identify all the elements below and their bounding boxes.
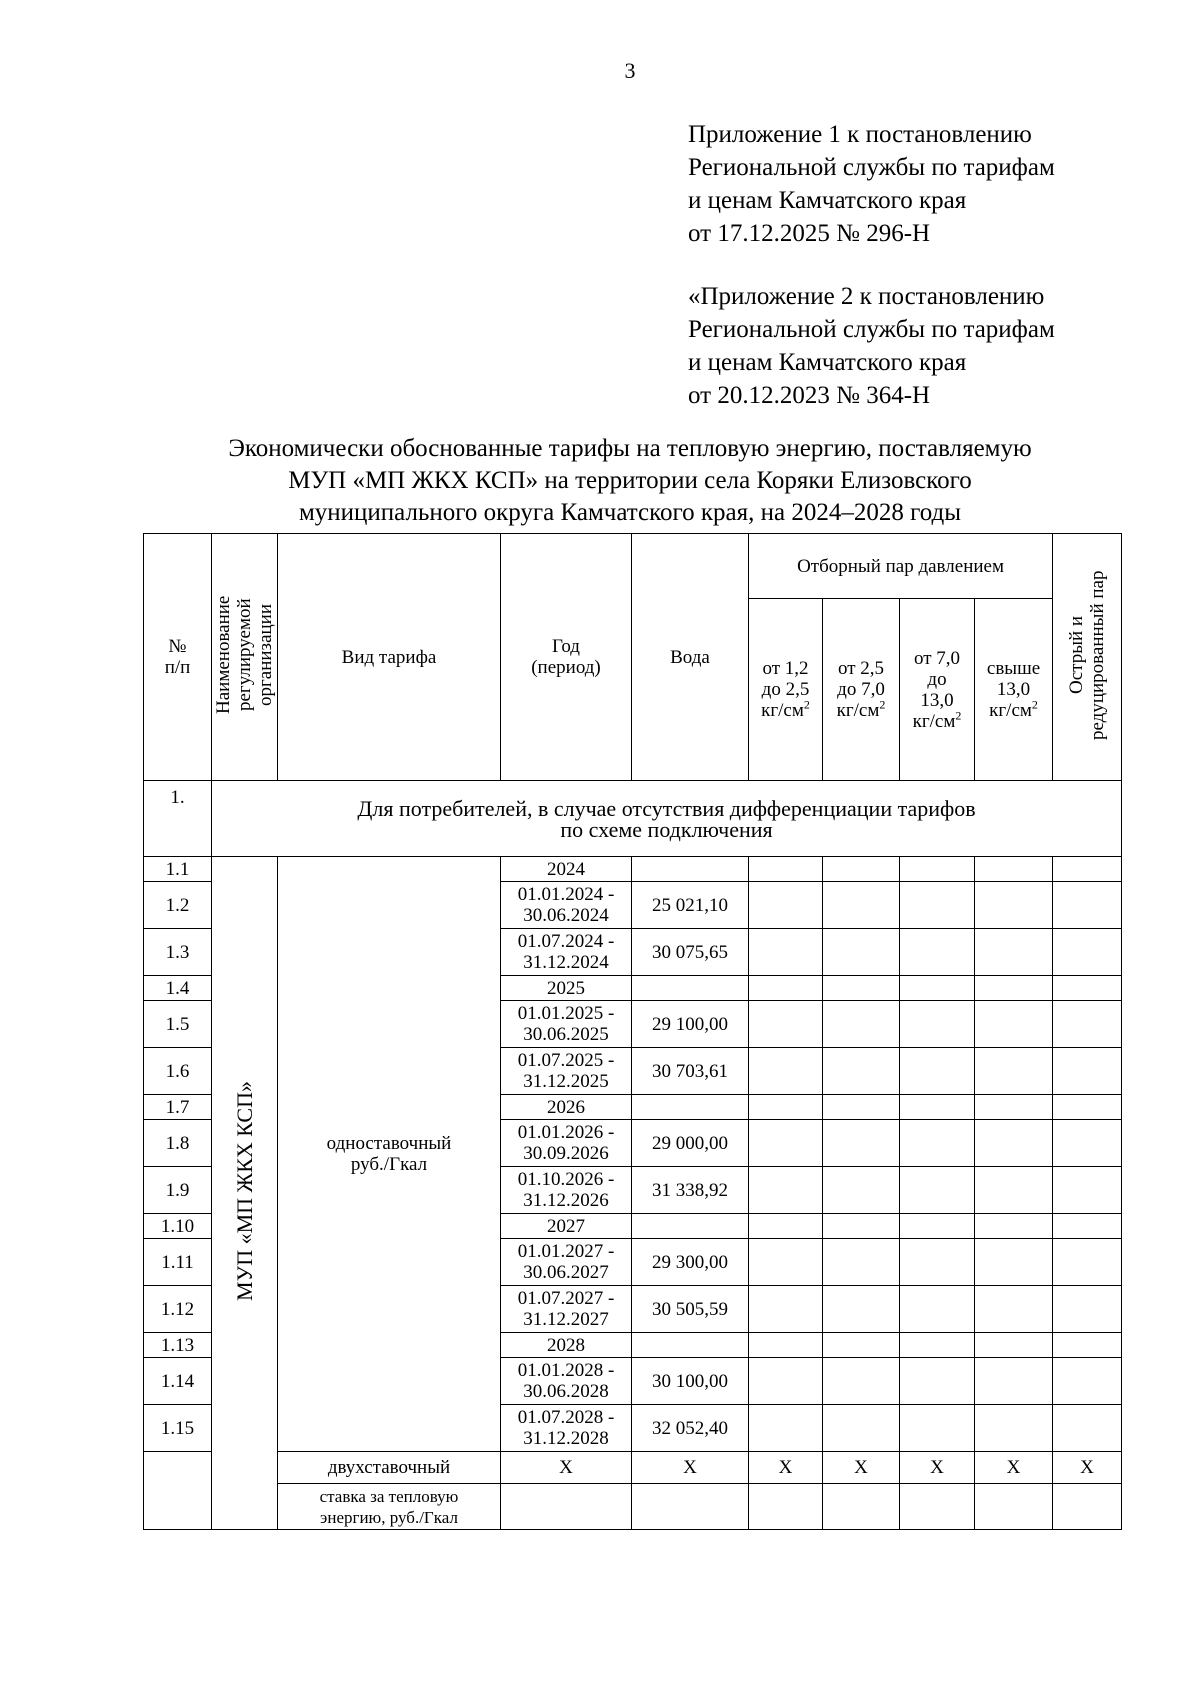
- empty-cell: [975, 1001, 1053, 1048]
- empty-cell: [975, 1048, 1053, 1095]
- period-range: [501, 1358, 632, 1405]
- period-range: [501, 1001, 632, 1048]
- water-value: 30 100,00: [632, 1358, 749, 1405]
- empty-cell: [900, 976, 975, 1001]
- period-end: 31.12.2026: [523, 1190, 609, 1211]
- row-number: 1.10: [144, 1214, 212, 1239]
- unit-text: кг/см: [836, 700, 880, 721]
- empty-cell: [823, 1120, 900, 1167]
- single-rate-line: руб./Гкал: [350, 1154, 428, 1175]
- period-start: 01.07.2025 -: [517, 1050, 615, 1071]
- title-line: Экономически обоснованные тарифы на тепловую энергию, поставляемую: [228, 435, 1032, 462]
- section-title-line: Для потребителей, в случае отсутствия дифференциации тарифов: [357, 795, 976, 821]
- water-value: 32 052,40: [632, 1405, 749, 1452]
- empty-cell: [823, 1286, 900, 1333]
- water-value: 29 000,00: [632, 1120, 749, 1167]
- empty-cell: [749, 1286, 823, 1333]
- empty-cell: [501, 1484, 632, 1530]
- row-number: 1.9: [144, 1167, 212, 1214]
- empty-cell: [1053, 1001, 1122, 1048]
- document-title: [140, 433, 1120, 529]
- header-steam-3-line: до: [927, 668, 947, 690]
- section-title-line: по схеме подключения: [560, 816, 773, 842]
- header-tariff-type: Вид тарифа: [278, 534, 501, 781]
- appendix-1-line: и ценам Камчатского края: [688, 187, 967, 214]
- single-rate-cell: [278, 857, 501, 1452]
- x-mark: X: [1053, 1452, 1122, 1484]
- empty-cell: [900, 857, 975, 882]
- row-number: 1.14: [144, 1358, 212, 1405]
- unit-superscript: 2: [955, 708, 962, 723]
- empty-cell: [900, 1095, 975, 1120]
- unit-text: кг/см: [912, 710, 956, 732]
- water-value: [632, 1333, 749, 1358]
- period-year: 2028: [501, 1333, 632, 1358]
- appendix-2-line: Региональной службы по тарифам: [688, 316, 1055, 343]
- empty-cell: [900, 1001, 975, 1048]
- empty-cell: [900, 1484, 975, 1530]
- section-title: [212, 781, 1122, 857]
- water-value: [632, 1095, 749, 1120]
- empty-cell: [1053, 1405, 1122, 1452]
- empty-cell: [823, 1001, 900, 1048]
- empty-cell: [823, 1095, 900, 1120]
- empty-cell: [749, 882, 823, 929]
- header-period: [501, 534, 632, 781]
- period-range: [501, 1405, 632, 1452]
- period-end: 31.12.2025: [523, 1071, 609, 1092]
- empty-cell: [900, 1358, 975, 1405]
- header-steam-3-line: от 7,0: [913, 647, 961, 669]
- header-steam-2-line: от 2,5: [837, 658, 885, 679]
- empty-cell: [900, 882, 975, 929]
- header-steam-1: [749, 599, 823, 781]
- header-steam-2: [823, 599, 900, 781]
- unit-superscript: 2: [879, 697, 886, 712]
- empty-cell: [749, 857, 823, 882]
- empty-cell: [975, 1239, 1053, 1286]
- empty-cell: [1053, 1358, 1122, 1405]
- header-steam-3-unit: [900, 708, 974, 732]
- empty-cell: [1053, 1214, 1122, 1239]
- empty-cell: [823, 1214, 900, 1239]
- empty-cell: [975, 882, 1053, 929]
- empty-cell: [749, 1484, 823, 1530]
- empty-cell: [900, 929, 975, 976]
- empty-cell: [975, 1405, 1053, 1452]
- x-mark: X: [501, 1452, 632, 1484]
- water-value: [632, 1214, 749, 1239]
- period-range: [501, 1048, 632, 1095]
- empty-cell: [975, 1358, 1053, 1405]
- row-number: 1.13: [144, 1333, 212, 1358]
- x-mark: X: [823, 1452, 900, 1484]
- period-start: 01.07.2024 -: [517, 931, 615, 952]
- empty-cell: [823, 857, 900, 882]
- empty-cell: [975, 857, 1053, 882]
- water-value: 29 100,00: [632, 1001, 749, 1048]
- water-value: [632, 857, 749, 882]
- empty-cell: [749, 1167, 823, 1214]
- period-start: 01.01.2024 -: [517, 884, 615, 905]
- x-mark: X: [975, 1452, 1053, 1484]
- header-sharp-steam: [1053, 534, 1122, 781]
- tariff-row: [144, 857, 1122, 882]
- empty-cell: [823, 1167, 900, 1214]
- energy-rate-line: ставка за тепловую: [319, 1486, 459, 1506]
- empty-cell: [975, 1286, 1053, 1333]
- row-number: 1.11: [144, 1239, 212, 1286]
- period-end: 31.12.2028: [523, 1428, 609, 1449]
- x-mark: X: [900, 1452, 975, 1484]
- empty-cell: [975, 1095, 1053, 1120]
- water-value: 30 075,65: [632, 929, 749, 976]
- header-row: [144, 534, 1122, 599]
- period-range: [501, 1239, 632, 1286]
- title-line: муниципального округа Камчатского края, на 2024–2028 годы: [298, 499, 962, 526]
- empty-cell: [823, 1048, 900, 1095]
- empty-cell: [900, 1333, 975, 1358]
- appendix-1-header: [688, 118, 1055, 250]
- energy-rate-row: [144, 1484, 1122, 1530]
- empty-cell: [900, 1167, 975, 1214]
- two-rate-row: [144, 1452, 1122, 1484]
- unit-superscript: 2: [1031, 697, 1038, 712]
- empty-cell: [749, 1001, 823, 1048]
- period-start: 01.01.2028 -: [517, 1360, 615, 1381]
- empty-cell: [900, 1286, 975, 1333]
- empty-cell: [900, 1048, 975, 1095]
- empty-cell: [900, 1239, 975, 1286]
- empty-cell: [1053, 1239, 1122, 1286]
- empty-cell: [749, 929, 823, 976]
- empty-cell: [749, 1358, 823, 1405]
- empty-cell: [975, 1120, 1053, 1167]
- period-end: 30.06.2025: [523, 1024, 609, 1045]
- header-org-text: Наименование регулируемой организации: [213, 595, 276, 714]
- empty-cell: [823, 882, 900, 929]
- section-number: 1.: [144, 781, 212, 857]
- row-number: 1.1: [144, 857, 212, 882]
- header-num: [144, 534, 212, 781]
- two-rate-label: двухставочный: [278, 1452, 501, 1484]
- row-number: 1.2: [144, 882, 212, 929]
- period-end: 31.12.2027: [523, 1309, 609, 1330]
- empty-cell: [749, 1333, 823, 1358]
- header-water: Вода: [632, 534, 749, 781]
- empty-cell: [1053, 1167, 1122, 1214]
- water-value: 25 021,10: [632, 882, 749, 929]
- unit-text: кг/см: [989, 700, 1032, 721]
- period-start: 01.01.2027 -: [517, 1241, 615, 1262]
- header-num-line: №: [168, 636, 187, 657]
- empty-cell: [749, 1239, 823, 1286]
- empty-cell: [823, 1358, 900, 1405]
- single-rate-line: одноставочный: [326, 1133, 452, 1154]
- section-row: [144, 781, 1122, 857]
- header-steam-3: [900, 599, 975, 781]
- period-year: 2027: [501, 1214, 632, 1239]
- header-steam-4-line: 13,0: [996, 679, 1031, 700]
- appendix-2-line: от 20.12.2023 № 364-Н: [688, 382, 931, 409]
- empty-cell: [1053, 1048, 1122, 1095]
- appendix-2-line: «Приложение 2 к постановлению: [688, 283, 1045, 310]
- appendix-1-line: от 17.12.2025 № 296-Н: [688, 220, 931, 247]
- period-range: [501, 929, 632, 976]
- header-steam-1-unit: [749, 697, 822, 721]
- empty-cell: [823, 1484, 900, 1530]
- empty-cell: [823, 1333, 900, 1358]
- period-end: 30.09.2026: [523, 1143, 609, 1164]
- empty-cell: [823, 929, 900, 976]
- period-start: 01.10.2026 -: [517, 1169, 615, 1190]
- empty-cell: [975, 1484, 1053, 1530]
- period-start: 01.07.2028 -: [517, 1407, 615, 1428]
- tariff-table: [143, 533, 1122, 1530]
- period-range: [501, 882, 632, 929]
- header-period-line: Год: [552, 636, 580, 657]
- empty-cell: [1053, 882, 1122, 929]
- period-range: [501, 1286, 632, 1333]
- appendix-1-line: Региональной службы по тарифам: [688, 154, 1055, 181]
- period-start: 01.01.2026 -: [517, 1122, 615, 1143]
- row-number: 1.15: [144, 1405, 212, 1452]
- appendix-2-header: [688, 280, 1055, 412]
- x-mark: X: [749, 1452, 823, 1484]
- water-value: 30 703,61: [632, 1048, 749, 1095]
- empty-cell: [975, 1167, 1053, 1214]
- title-line: МУП «МП ЖКХ КСП» на территории села Коряки Елизовского: [288, 467, 972, 494]
- empty-cell: [900, 1214, 975, 1239]
- unit-superscript: 2: [803, 697, 810, 712]
- period-year: 2025: [501, 976, 632, 1001]
- empty-cell: [975, 1214, 1053, 1239]
- empty-cell: [900, 1405, 975, 1452]
- empty-cell: [749, 1405, 823, 1452]
- row-number: 1.5: [144, 1001, 212, 1048]
- empty-cell: [749, 1120, 823, 1167]
- water-value: 29 300,00: [632, 1239, 749, 1286]
- header-steam-4: [975, 599, 1053, 781]
- header-sharp-steam-text: Острый и редуцированный пар: [1066, 569, 1109, 740]
- empty-cell: [749, 976, 823, 1001]
- empty-cell: [900, 1120, 975, 1167]
- empty-cell: [749, 1095, 823, 1120]
- appendix-2-line: и ценам Камчатского края: [688, 349, 967, 376]
- empty-cell: [975, 976, 1053, 1001]
- row-number: 1.6: [144, 1048, 212, 1095]
- period-year: 2024: [501, 857, 632, 882]
- energy-rate-line: энергию, руб./Гкал: [320, 1507, 458, 1527]
- header-period-line: (период): [531, 657, 601, 678]
- period-range: [501, 1167, 632, 1214]
- empty-cell: [823, 976, 900, 1001]
- header-steam-2-unit: [823, 697, 899, 721]
- period-end: 31.12.2024: [523, 952, 609, 973]
- unit-text: кг/см: [761, 700, 804, 721]
- water-value: 31 338,92: [632, 1167, 749, 1214]
- empty-cell: [1053, 929, 1122, 976]
- header-steam-4-line: свыше: [986, 658, 1041, 679]
- empty-cell: [823, 1405, 900, 1452]
- header-steam-2-line: до 7,0: [837, 679, 885, 700]
- period-start: 01.07.2027 -: [517, 1288, 615, 1309]
- empty-cell: [1053, 1286, 1122, 1333]
- period-end: 30.06.2027: [523, 1262, 609, 1283]
- water-value: [632, 976, 749, 1001]
- row-number: 1.4: [144, 976, 212, 1001]
- empty-cell: [749, 1214, 823, 1239]
- org-name: МУП «МП ЖКХ КСП»: [232, 1080, 257, 1301]
- header-steam-4-unit: [975, 697, 1052, 721]
- x-mark: X: [632, 1452, 749, 1484]
- header-steam-1-line: до 2,5: [761, 679, 810, 700]
- period-year: 2026: [501, 1095, 632, 1120]
- empty-cell: [823, 1239, 900, 1286]
- period-start: 01.01.2025 -: [517, 1003, 615, 1024]
- period-end: 30.06.2024: [523, 905, 609, 926]
- header-num-line: п/п: [164, 657, 191, 678]
- empty-cell: [1053, 857, 1122, 882]
- empty-cell: [1053, 1333, 1122, 1358]
- empty-cell: [1053, 1120, 1122, 1167]
- empty-cell: [632, 1484, 749, 1530]
- row-number: 1.7: [144, 1095, 212, 1120]
- appendix-1-line: Приложение 1 к постановлению: [688, 121, 1032, 148]
- empty-cell: [1053, 976, 1122, 1001]
- page-number: 3: [624, 58, 636, 83]
- header-org: [212, 534, 278, 781]
- row-number: 1.3: [144, 929, 212, 976]
- water-value: 30 505,59: [632, 1286, 749, 1333]
- empty-cell: [749, 1048, 823, 1095]
- period-end: 30.06.2028: [523, 1381, 609, 1402]
- header-steam-1-line: от 1,2: [762, 658, 809, 679]
- header-steam-group: Отборный пар давлением: [749, 534, 1053, 599]
- empty-cell: [1053, 1484, 1122, 1530]
- empty-cell: [1053, 1095, 1122, 1120]
- energy-rate-label: [278, 1484, 501, 1530]
- header-steam-3-line: 13,0: [920, 689, 954, 711]
- period-range: [501, 1120, 632, 1167]
- empty-cell: [975, 929, 1053, 976]
- row-number: 1.8: [144, 1120, 212, 1167]
- empty-cell: [975, 1333, 1053, 1358]
- row-number: 1.12: [144, 1286, 212, 1333]
- row-number: [144, 1452, 212, 1530]
- org-name-cell: [212, 857, 278, 1530]
